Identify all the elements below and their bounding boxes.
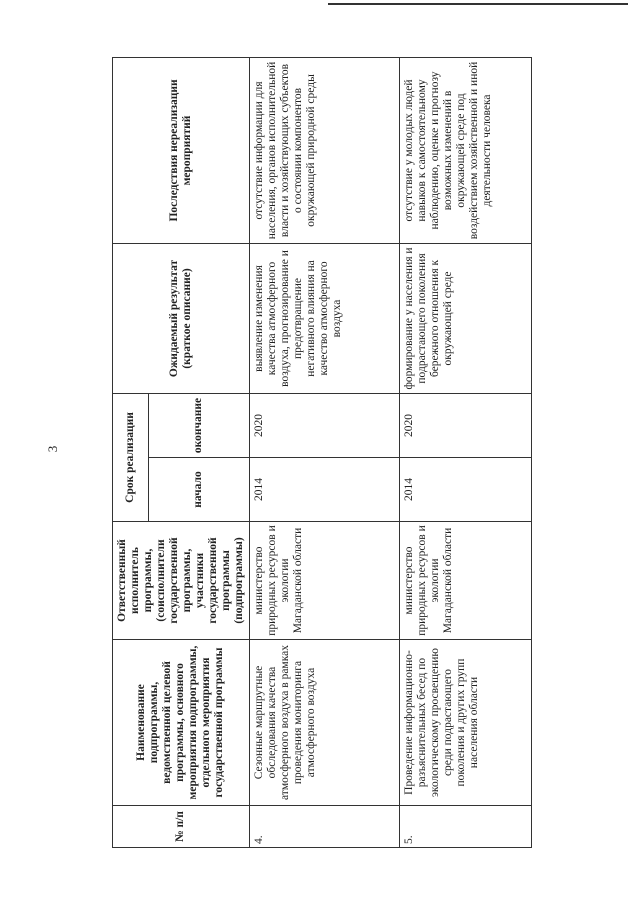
measures-table [112,57,532,848]
header-row [113,57,149,847]
row-result: выявление изменения качества атмосферного воздуха, прогнозирование и предотвращение негативного влияния на качество атмосферного воздуха [249,243,399,393]
header-consequences: Последствия нереализации мероприятий [113,57,250,243]
table-row [249,57,399,847]
row-start: 2014 [249,458,399,522]
top-edge-line [328,3,628,5]
row-num: 5. [399,806,531,848]
header-responsible: Ответственный исполнитель программы, (соисполнители государственной программы, участники государственной программы (подпрограммы) [113,522,250,640]
row-result: формирование у населения и подрастающего поколения бережного отношения к окружающей среде [399,243,531,393]
header-start: начало [149,458,250,522]
page-number: 3 [45,445,60,453]
table-container [112,58,532,848]
row-responsible: министерство природных ресурсов и экологии Магаданской области [399,522,531,640]
rotated-table-area [112,58,532,848]
header-end: окончание [149,393,250,457]
row-end: 2020 [249,393,399,457]
header-name: Наименование подпрограммы, ведомственной целевой программы, основного мероприятия подпрограммы, отдельного мероприятия государственной программы [113,640,250,806]
row-consequences: отсутствие информации для населения, органов исполнительной власти и хозяйствующих субъектов о состоянии компонентов окружающей природной среды [249,57,399,243]
row-name: Сезонные маршрутные обследования качества атмосферного воздуха в рамках проведения мониторинга атмосферного воздуха [249,640,399,806]
row-name: Проведение информационно-разъяснительных бесед по экологическому просвещению среди подрастающего поколения и других групп населения области [399,640,531,806]
row-num: 4. [249,806,399,848]
row-start: 2014 [399,458,531,522]
table-row [399,57,531,847]
header-result: Ожидаемый результат (краткое описание) [113,243,250,393]
row-responsible: министерство природных ресурсов и экологии Магаданской области [249,522,399,640]
header-num: № п/п [113,806,250,848]
row-end: 2020 [399,393,531,457]
row-consequences: отсутствие у молодых людей навыков к самостоятельному наблюдению, оценке и прогнозу возможных изменений в окружающей среде под воздействием хозяйственной и иной деятельности человека [399,57,531,243]
header-period: Срок реализации [113,393,149,521]
